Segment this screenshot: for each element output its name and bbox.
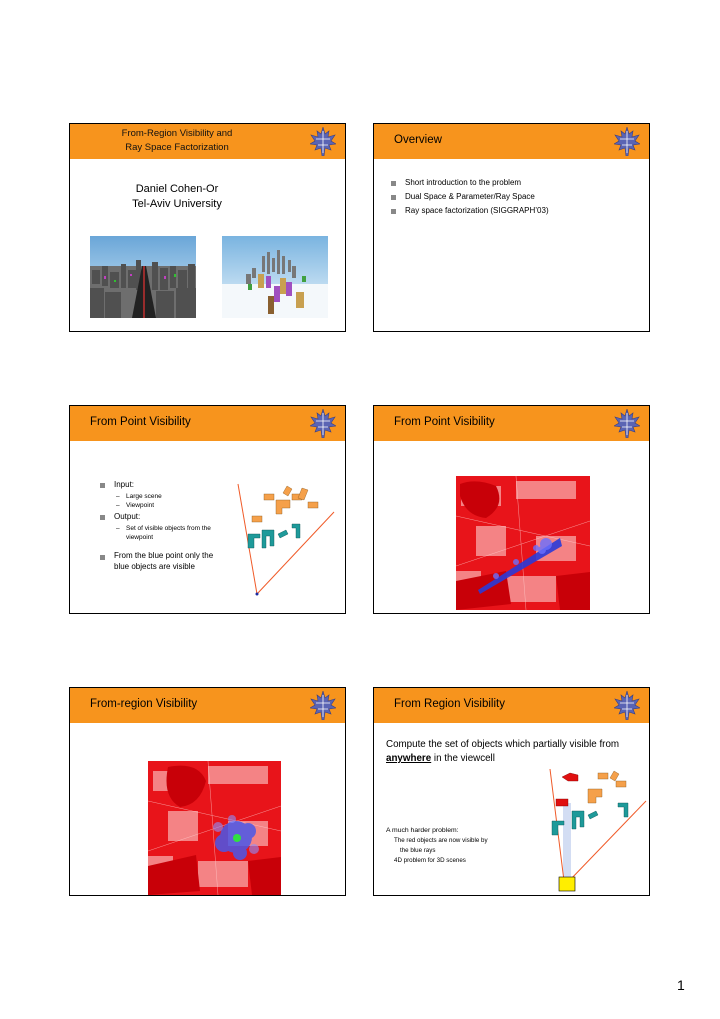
- author-block: [70, 182, 284, 212]
- viewpoint-marker: [256, 593, 259, 596]
- page-number: 1: [677, 977, 685, 993]
- slide-header: [374, 124, 649, 159]
- slide-header: [70, 406, 345, 441]
- author-affiliation: Tel-Aviv University: [132, 198, 222, 210]
- slide-title-text: From Point Visibility: [394, 416, 495, 428]
- maple-leaf-logo-icon: [614, 127, 640, 156]
- slide-title[interactable]: [69, 123, 346, 332]
- visibility-map-from-region: [148, 761, 281, 895]
- notes-line: the blue rays: [400, 847, 436, 854]
- slide-header: [374, 406, 649, 441]
- bullet-item: Input:: [100, 478, 230, 492]
- slide-title-text: From Region Visibility: [394, 698, 505, 710]
- bullet-item: Dual Space & Parameter/Ray Space: [391, 190, 549, 204]
- sub-bullet-item: – Set of visible objects from the viewpoint: [100, 524, 230, 542]
- sub-bullet-item: – Large scene: [100, 492, 230, 501]
- slide-body-text: [386, 738, 641, 766]
- body-text-part: Compute the set of objects which partially visible from: [386, 739, 620, 750]
- slide-from-region-visibility-2[interactable]: [373, 687, 650, 896]
- maple-leaf-logo-icon: [310, 409, 336, 438]
- bullet-list: [391, 176, 549, 218]
- maple-leaf-logo-icon: [614, 409, 640, 438]
- slide-from-point-visibility-2[interactable]: [373, 405, 650, 614]
- slide-title-text: [70, 127, 284, 155]
- bullet-item: Output:: [100, 510, 230, 524]
- point-visibility-diagram: [230, 476, 340, 601]
- maple-leaf-logo-icon: [310, 127, 336, 156]
- sub-bullet-item: – Viewpoint: [100, 501, 230, 510]
- notes-line: 4D problem for 3D scenes: [394, 857, 466, 864]
- slide-header: [374, 688, 649, 723]
- slide-header: [70, 688, 345, 723]
- bullet-list: [100, 478, 230, 572]
- city-render-image-aerial: [222, 236, 328, 318]
- notes-heading: A much harder problem:: [386, 827, 459, 834]
- body-emphasis: anywhere: [386, 753, 432, 764]
- slide-header: [70, 124, 345, 159]
- slide-title-text: Overview: [394, 134, 442, 146]
- title-line-1: From-Region Visibility and: [121, 128, 233, 139]
- slide-from-point-visibility-1[interactable]: [69, 405, 346, 614]
- viewcell-marker: [559, 877, 575, 891]
- slide-from-region-visibility-1[interactable]: [69, 687, 346, 896]
- title-line-2: Ray Space Factorization: [125, 142, 229, 153]
- city-render-image-street: [90, 236, 196, 318]
- maple-leaf-logo-icon: [614, 691, 640, 720]
- bullet-item: Short introduction to the problem: [391, 176, 549, 190]
- bullet-item: From the blue point only the blue objects are visible: [100, 550, 230, 572]
- maple-leaf-logo-icon: [310, 691, 336, 720]
- visibility-map-from-point: [456, 476, 590, 610]
- notes-block: [386, 826, 488, 866]
- region-visibility-diagram: [542, 763, 648, 895]
- notes-line: The red objects are now visible by: [394, 837, 488, 844]
- slide-title-text: From-region Visibility: [90, 698, 198, 710]
- bullet-item: Ray space factorization (SIGGRAPH’03): [391, 204, 549, 218]
- slide-title-text: From Point Visibility: [90, 416, 191, 428]
- author-name: Daniel Cohen-Or: [135, 183, 219, 195]
- body-text-part: in the viewcell: [431, 753, 495, 764]
- slide-overview[interactable]: [373, 123, 650, 332]
